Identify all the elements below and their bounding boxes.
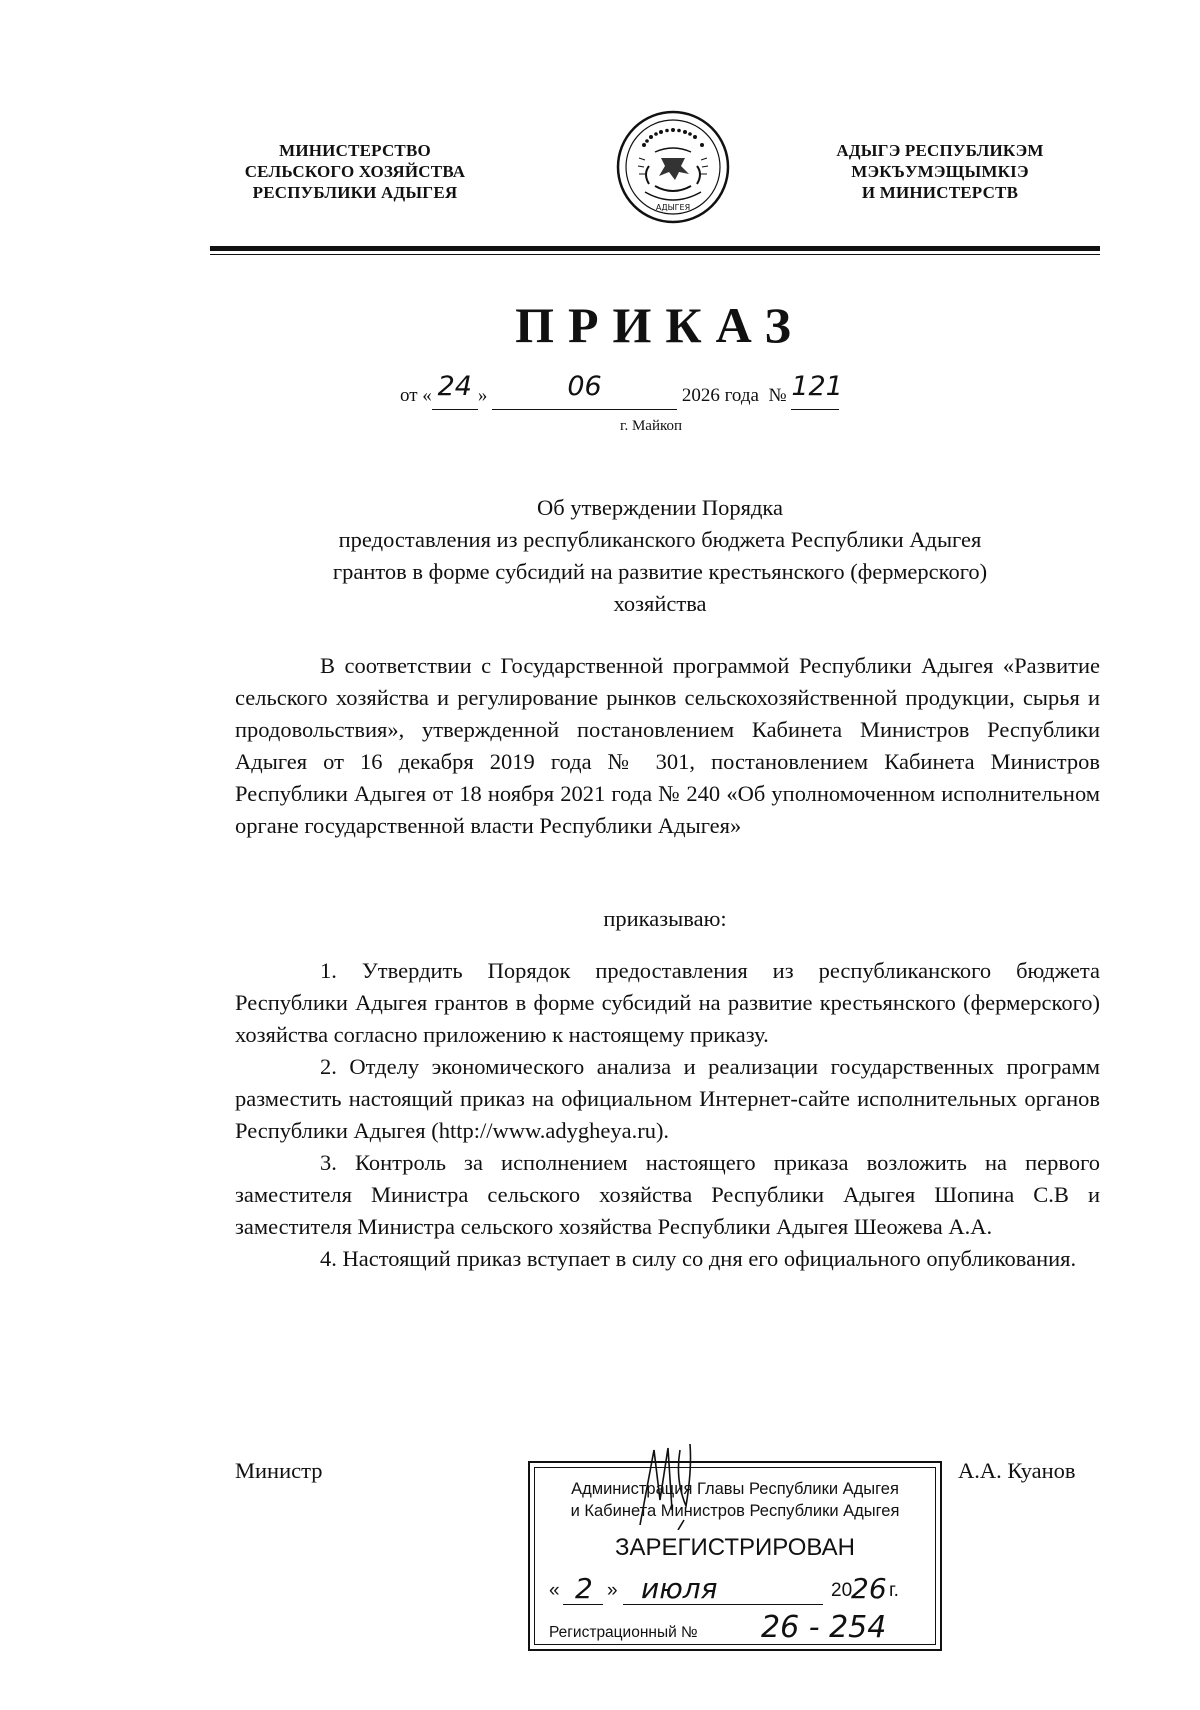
ministry-name-adyghe <box>825 140 1055 203</box>
order-word: приказываю: <box>603 906 727 931</box>
order-number-field <box>791 371 843 410</box>
order-item: 2. Отделу экономического анализа и реализации государственных программ разместить настоящий приказ на официальном Интернет-сайте исполнительных органов Республики Адыгея (http://www.adygheya.ru). <box>235 1054 1100 1143</box>
header-right-line-1: АДЫГЭ РЕСПУБЛИКЭМ <box>836 141 1044 160</box>
signatory-name: А.А. Куанов <box>958 1458 1076 1483</box>
stamp-year-end: г. <box>889 1580 899 1601</box>
stamp-year-prefix: 20 <box>831 1580 853 1601</box>
stamp-registered: ЗАРЕГИСТРИРОВАН <box>615 1534 855 1561</box>
adygea-coat-of-arms-icon <box>615 108 731 226</box>
order-item: 3. Контроль за исполнением настоящего приказа возложить на первого заместителя Министра сельского хозяйства Республики Адыгея Шопина С.В и заместителя Министра сельского хозяйства Республики Адыгея Шеожева А.А. <box>235 1150 1100 1239</box>
stamp-org-line-1: Администрация Главы Республики Адыгея <box>571 1480 899 1498</box>
stamp-year: 26 <box>851 1572 887 1605</box>
header-left-line-3: РЕСПУБЛИКИ АДЫГЕЯ <box>252 183 458 202</box>
stamp-quote-close: » <box>607 1580 618 1601</box>
header-divider-thick <box>210 246 1100 251</box>
date-mid: » <box>477 385 488 406</box>
stamp-date <box>549 1572 927 1606</box>
header-left-line-2: СЕЛЬСКОГО ХОЗЯЙСТВА <box>244 162 466 181</box>
order-number-label: № <box>768 385 787 406</box>
stamp-quote-open: « <box>549 1580 560 1601</box>
minister-signature <box>620 1440 740 1530</box>
subject-line-1: Об утверждении Порядка <box>537 495 783 520</box>
header-right-line-3: И МИНИСТЕРСТВ <box>861 183 1019 202</box>
date-year: 2026 года <box>681 385 759 406</box>
stamp-reg-label: Регистрационный № <box>549 1624 698 1641</box>
header-divider-thin <box>210 254 1100 255</box>
date-prefix: от « <box>400 385 432 406</box>
date-month-field <box>492 371 677 410</box>
date-day: 24 <box>437 371 472 402</box>
stamp-day: 2 <box>575 1572 593 1605</box>
header-right-line-2: МЭКЪУМЭЩЫМКIЭ <box>851 162 1029 181</box>
city: г. Майкоп <box>620 418 683 434</box>
order-date-line <box>400 371 843 410</box>
emblem-text: АДЫГЕЯ <box>655 203 691 212</box>
stamp-month: июля <box>641 1572 718 1605</box>
ministry-name-russian <box>235 140 475 203</box>
header-left-line-1: МИНИСТЕРСТВО <box>279 141 431 160</box>
order-subject <box>235 492 1085 620</box>
subject-line-3: грантов в форме субсидий на развитие крестьянского (фермерского) <box>332 559 988 584</box>
signatory-title: Министр <box>235 1458 323 1483</box>
order-number: 121 <box>791 371 843 402</box>
preamble: В соответствии с Государственной программой Республики Адыгея «Развитие сельского хозяйства и регулирование рынков сельскохозяйственной продукции, сырья и продовольствия», утвержденной постановлением Кабинета Министров Республики Адыгея от 16 декабря 2019 года № 301, постановлением Кабинета Министров Республики Адыгея от 18 ноября 2021 года № 240 «Об уполномоченном исполнительном органе государственной власти Республики Адыгея» <box>235 653 1100 838</box>
subject-line-4: хозяйства <box>613 591 707 616</box>
order-item: 4. Настоящий приказ вступает в силу со дня его официального опубликования. <box>320 1246 1077 1271</box>
date-day-field <box>432 371 478 410</box>
order-item: 1. Утвердить Порядок предоставления из республиканского бюджета Республики Адыгея грантов в форме субсидий на развитие крестьянского (фермерского) хозяйства согласно приложению к настоящему приказу. <box>235 958 1100 1047</box>
date-month: 06 <box>567 371 602 402</box>
subject-line-2: предоставления из республиканского бюджета Республики Адыгея <box>338 527 982 552</box>
document-title: ПРИКАЗ <box>515 297 805 353</box>
stamp-registration-number <box>549 1610 927 1646</box>
stamp-org-line-2: и Кабинета Министров Республики Адыгея <box>570 1502 900 1520</box>
stamp-reg-number: 26 - 254 <box>761 1610 887 1645</box>
order-items <box>235 955 1100 1275</box>
